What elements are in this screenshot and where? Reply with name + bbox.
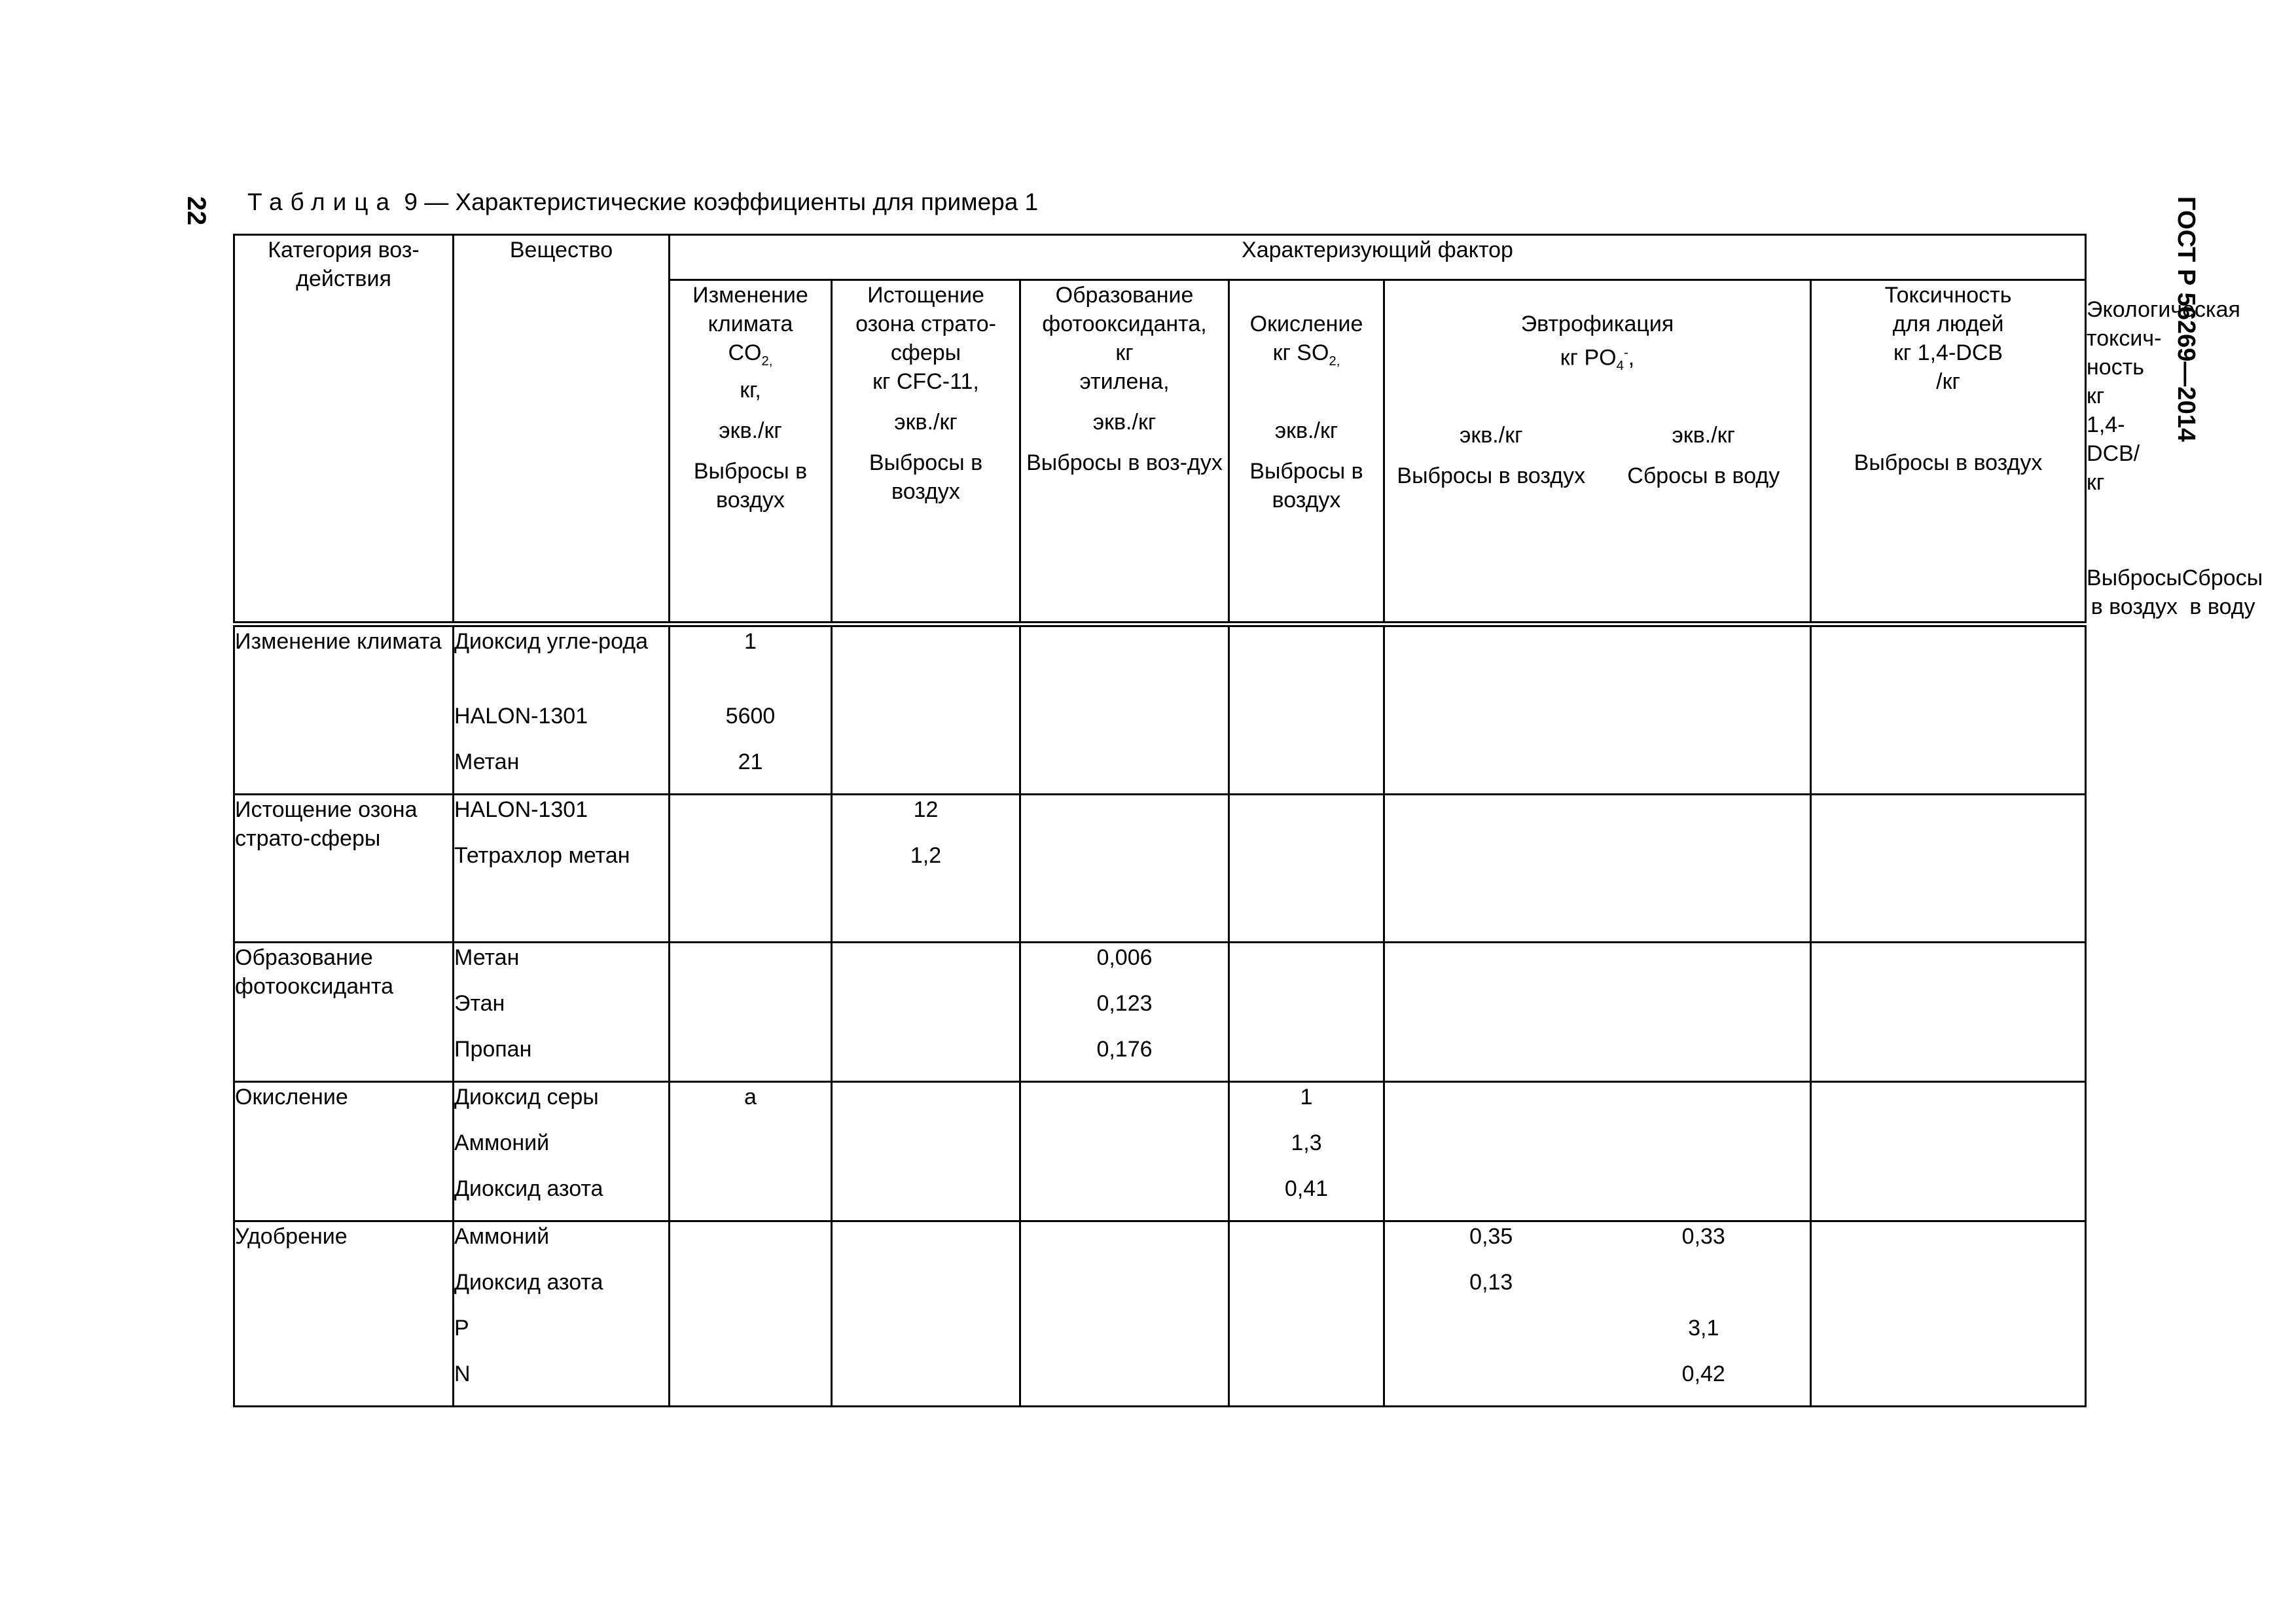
header-acidification: Окисление кг $SO_{2,}$ экв./кг Выбросы в воздух [1229,280,1384,624]
table-row [234,1082,2086,1221]
table-row [234,943,2086,1082]
category-cell: Окисление [234,1082,454,1221]
value-cell-ozone: 12 1,2 [832,795,1020,943]
value-cell-climate-note: a [670,1082,832,1221]
caption-dash: — [424,189,449,215]
table-row [234,795,2086,943]
page-number: 22 [182,196,211,226]
header-human-toxicity: Токсичность для людей кг 1,4-DCB /кг Выбросы в воздух [1811,280,2086,624]
value-cell-climate: 1 5600 21 [670,624,832,795]
header-climate: Изменение климата $CO_{2,}$ кг, экв./кг Выбросы в воздух [670,280,832,624]
category-cell: Изменение климата [234,624,454,795]
caption-text: Характеристические коэффициенты для примера 1 [455,189,1039,215]
substance-cell: Аммоний Диоксид азота P N [454,1221,670,1407]
substance-cell: Диоксид угле-рода HALON-1301 Метан [454,624,670,795]
header-row-2: Изменение климата $CO_{2,}$ кг, экв./кг Выбросы в воздух Истощение озона страто- сферы кг CFC-11, экв./кг Выбросы в воздух Образование фотооксиданта, кг этилена, экв./кг Выбросы в воз-дух Окисление кг $SO_{2,}$ экв./кг Выбросы в воздух Эвтрофикация кг $PO_4^-$, экв./кг экв./кг Выбросы в воздух Сбросы в воду Токсичность для людей кг 1,4-DCB /кг Выбросы в воздух Экологическая токсич- ность кг 1,4-DCB/кг Выбросы в воздух Сбросы в воду [234,280,2086,624]
header-ozone: Истощение озона страто- сферы кг CFC-11, экв./кг Выбросы в воздух [832,280,1020,624]
caption-prefix: Таблица [247,189,398,215]
substance-cell: Метан Этан Пропан [454,943,670,1082]
header-eutrophication: Эвтрофикация кг $PO_4^-$, экв./кг экв./кг Выбросы в воздух Сбросы в воду [1384,280,1811,624]
table-caption [247,186,1038,219]
table-row [234,624,2086,795]
document-code: ГОСТ Р 56269—2014 [2172,196,2200,442]
category-cell: Истощение озона страто-сферы [234,795,454,943]
category-cell: Удобрение [234,1221,454,1407]
caption-number: 9 [404,189,418,215]
header-row-1 [234,235,2086,280]
value-cell-eutrophication: 0,35 0,33 0,13 3,1 0,42 [1384,1221,1811,1407]
header-category: Категория воз-действия [234,235,454,624]
header-substance: Вещество [454,235,670,624]
substance-cell: Диоксид серы Аммоний Диоксид азота [454,1082,670,1221]
substance-cell: HALON-1301 Тетрахлор метан [454,795,670,943]
value-cell-photooxidant: 0,006 0,123 0,176 [1020,943,1229,1082]
header-photooxidant: Образование фотооксиданта, кг этилена, экв./кг Выбросы в воз-дух [1020,280,1229,624]
header-factor: Характеризующий фактор [670,235,2086,280]
value-cell-acidification: 1 1,3 0,41 [1229,1082,1384,1221]
table-row [234,1221,2086,1407]
category-cell: Образование фотооксиданта [234,943,454,1082]
